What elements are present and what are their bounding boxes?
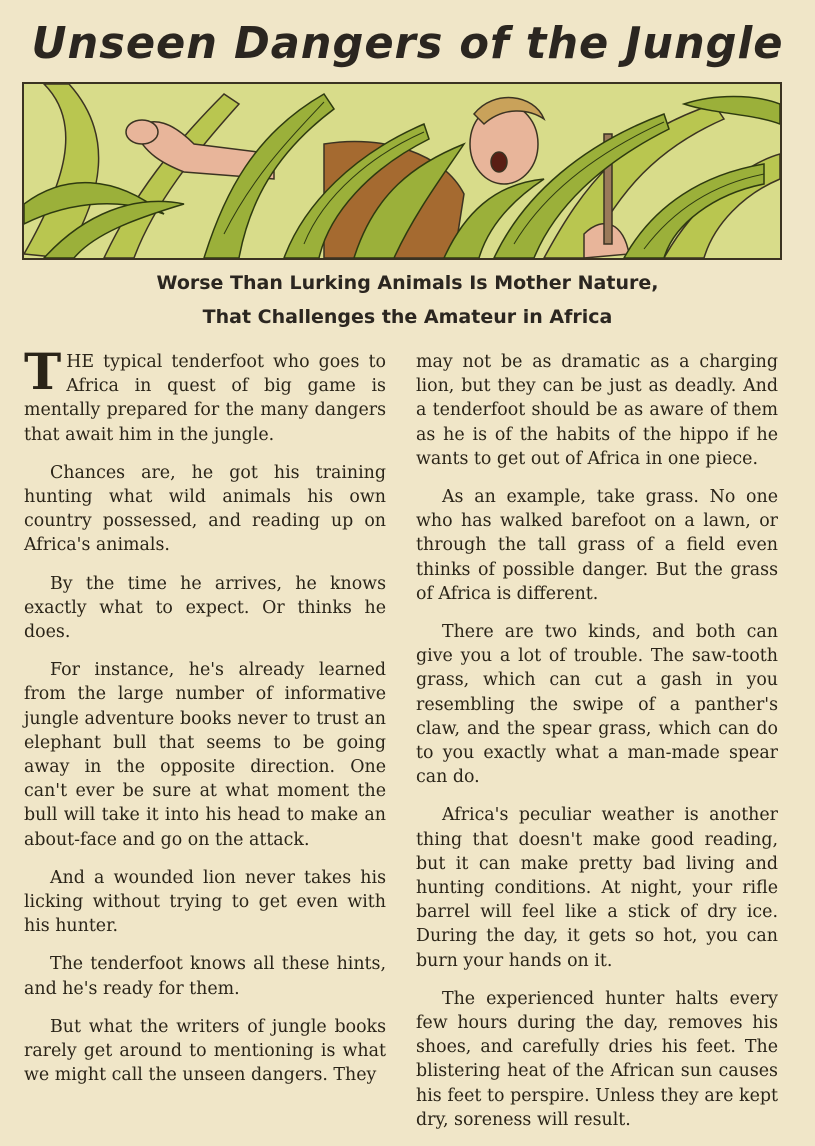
page-title: Unseen Dangers of the Jungle <box>31 18 784 69</box>
grass-illustration-icon <box>24 84 780 258</box>
paragraph: There are two kinds, and both can give you a lot of trouble. The saw-tooth grass, which can cut a gash in you resembling the swipe of a panther's claw, and the spear grass, which can do to you exactly what a man-made spear can do. <box>416 622 778 788</box>
paragraph: The experienced hunter halts every few hours during the day, removes his shoes, and carefully dries his feet. The blistering heat of the African sun causes his feet to perspire. Unless they are kept dry, soreness will result. <box>416 988 778 1130</box>
article-column-left <box>24 342 386 1101</box>
paragraph: And a wounded lion never takes his licking without trying to get even with his hunter. <box>24 867 386 937</box>
subtitle-line-1: Worse Than Lurking Animals Is Mother Nature, <box>156 272 659 294</box>
paragraph-text: HE typical tenderfoot who goes to Africa in quest of big game is mentally prepared for the many dangers that await him in the jungle. <box>24 352 386 445</box>
paragraph: But what the writers of jungle books rarely get around to mentioning is what we might call the unseen dangers. They <box>24 1016 386 1086</box>
jungle-grass-illustration <box>22 82 782 260</box>
paragraph: For instance, he's already learned from the large number of informative jungle adventure books never to trust an elephant bull that seems to be going away in the opposite direction. One can't ever be sure at what moment the bull will take it into his head to make an about-face and go on the attack. <box>24 660 386 850</box>
paragraph <box>24 342 386 447</box>
drop-cap: T <box>24 342 62 401</box>
paragraph: The tenderfoot knows all these hints, and he's ready for them. <box>24 954 386 999</box>
article-column-right <box>416 350 778 1146</box>
paragraph: As an example, take grass. No one who has walked barefoot on a lawn, or through the tall grass of a field even thinks of possible danger. But the grass of Africa is different. <box>416 487 778 604</box>
paragraph: may not be as dramatic as a charging lion, but they can be just as deadly. And a tenderfoot should be as aware of them as he is of the habits of the hippo if he wants to get out of Africa in one piece. <box>416 352 778 469</box>
paragraph: Africa's peculiar weather is another thing that doesn't make good reading, but it can make pretty bad living and hunting conditions. At night, your rifle barrel will feel like a stick of dry ice. During the day, it gets so hot, you can burn your hands on it. <box>416 805 778 971</box>
subtitle-line-2: That Challenges the Amateur in Africa <box>202 306 613 328</box>
paragraph: By the time he arrives, he knows exactly what to expect. Or thinks he does. <box>24 573 386 643</box>
paragraph: Chances are, he got his training hunting what wild animals his own country possessed, and reading up on Africa's animals. <box>24 462 386 556</box>
